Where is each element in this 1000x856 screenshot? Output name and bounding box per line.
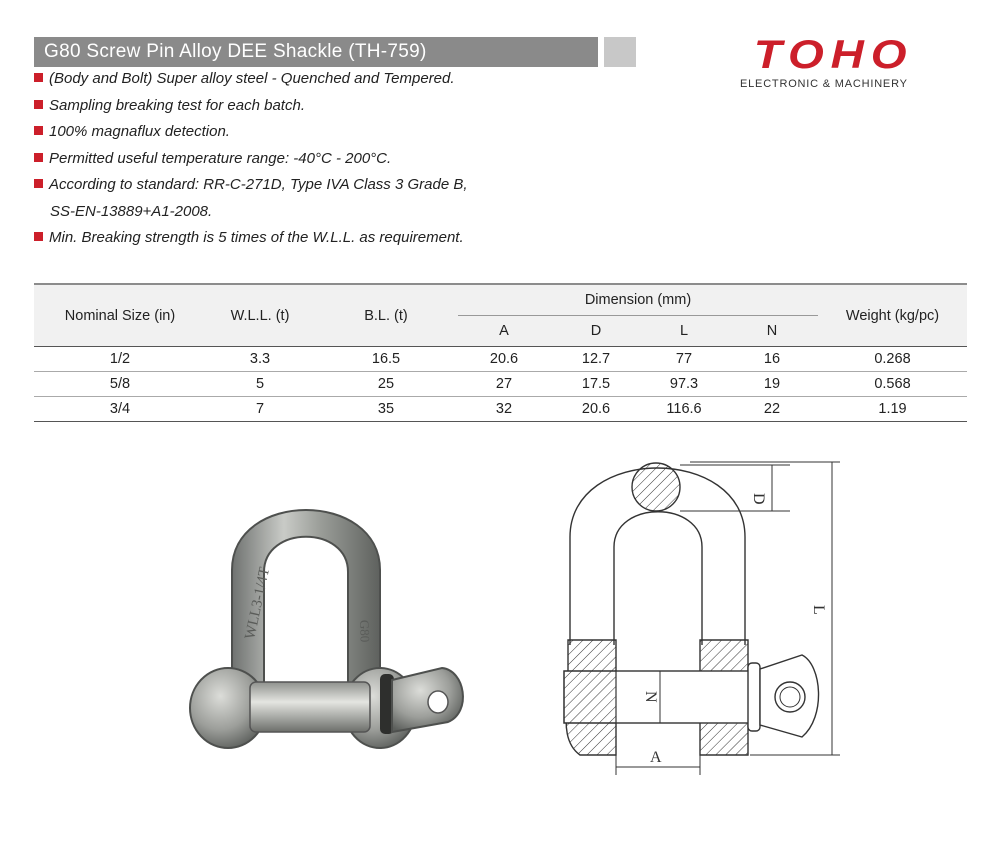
- feature-item: Permitted useful temperature range: -40°C - 200°C.: [34, 146, 654, 173]
- cell-d: 12.7: [550, 347, 642, 372]
- feature-item: 100% magnaflux detection.: [34, 119, 654, 146]
- diagram-bow-inner: [614, 512, 702, 645]
- header-weight: Weight (kg/pc): [818, 284, 967, 347]
- feature-item: According to standard: RR-C-271D, Type IVA Class 3 Grade B,: [34, 172, 654, 199]
- cell-n: 19: [726, 372, 818, 397]
- feature-item: Sampling breaking test for each batch.: [34, 93, 654, 120]
- spec-table: [34, 283, 967, 422]
- cell-n: 22: [726, 397, 818, 422]
- diagram-label-a: A: [650, 749, 662, 766]
- feature-item-continuation: SS-EN-13889+A1-2008.: [50, 202, 213, 220]
- pin-eye-hole: [428, 691, 448, 713]
- cell-weight: 0.268: [818, 347, 967, 372]
- cell-a: 20.6: [458, 347, 550, 372]
- title-accent-block: [604, 37, 636, 67]
- cell-l: 77: [642, 347, 726, 372]
- cell-nominal: 5/8: [34, 372, 206, 397]
- table-row: [34, 397, 967, 422]
- red-square-icon: [34, 153, 43, 162]
- cell-weight: 1.19: [818, 397, 967, 422]
- brand-logo: [740, 33, 940, 92]
- feature-list: [34, 66, 654, 252]
- header-nominal-size: Nominal Size (in): [34, 284, 206, 347]
- shackle-photo: [180, 470, 480, 790]
- diagram-bow-section: [632, 463, 680, 511]
- diagram-collar: [748, 663, 760, 731]
- cell-l: 97.3: [642, 372, 726, 397]
- diagram-label-l: L: [810, 605, 827, 615]
- shackle-pin: [250, 682, 370, 732]
- cell-bl: 25: [314, 372, 458, 397]
- red-square-icon: [34, 232, 43, 241]
- header-dim-n: N: [726, 316, 818, 347]
- red-square-icon: [34, 73, 43, 82]
- cell-l: 116.6: [642, 397, 726, 422]
- page-title: G80 Screw Pin Alloy DEE Shackle (TH-759): [34, 37, 598, 67]
- header-wll: W.L.L. (t): [206, 284, 314, 347]
- cell-a: 27: [458, 372, 550, 397]
- table-row: [34, 372, 967, 397]
- cell-nominal: 3/4: [34, 397, 206, 422]
- header-dim-a: A: [458, 316, 550, 347]
- header-dimension: Dimension (mm): [458, 284, 818, 316]
- cell-d: 17.5: [550, 372, 642, 397]
- red-square-icon: [34, 126, 43, 135]
- diagram-pin-thread: [564, 671, 616, 723]
- header-bl: B.L. (t): [314, 284, 458, 347]
- header-dim-d: D: [550, 316, 642, 347]
- engraving-right: G80: [357, 619, 373, 643]
- feature-item: (Body and Bolt) Super alloy steel - Quenched and Tempered.: [34, 66, 654, 93]
- cell-n: 16: [726, 347, 818, 372]
- diagram-label-n: N: [642, 691, 659, 703]
- engraving-left: WLL3-1/4T: [242, 565, 274, 641]
- cell-wll: 3.3: [206, 347, 314, 372]
- red-square-icon: [34, 100, 43, 109]
- cell-d: 20.6: [550, 397, 642, 422]
- diagram-label-d: D: [750, 493, 767, 505]
- cell-bl: 16.5: [314, 347, 458, 372]
- cell-nominal: 1/2: [34, 347, 206, 372]
- cell-a: 32: [458, 397, 550, 422]
- red-square-icon: [34, 179, 43, 188]
- feature-item: Min. Breaking strength is 5 times of the W.L.L. as requirement.: [34, 225, 654, 252]
- cell-weight: 0.568: [818, 372, 967, 397]
- table-row: [34, 347, 967, 372]
- cell-bl: 35: [314, 397, 458, 422]
- logo-word: TOHO: [753, 33, 914, 77]
- shackle-diagram: [550, 455, 850, 795]
- cell-wll: 5: [206, 372, 314, 397]
- header-dim-l: L: [642, 316, 726, 347]
- cell-wll: 7: [206, 397, 314, 422]
- logo-subtitle: ELECTRONIC & MACHINERY: [740, 78, 908, 90]
